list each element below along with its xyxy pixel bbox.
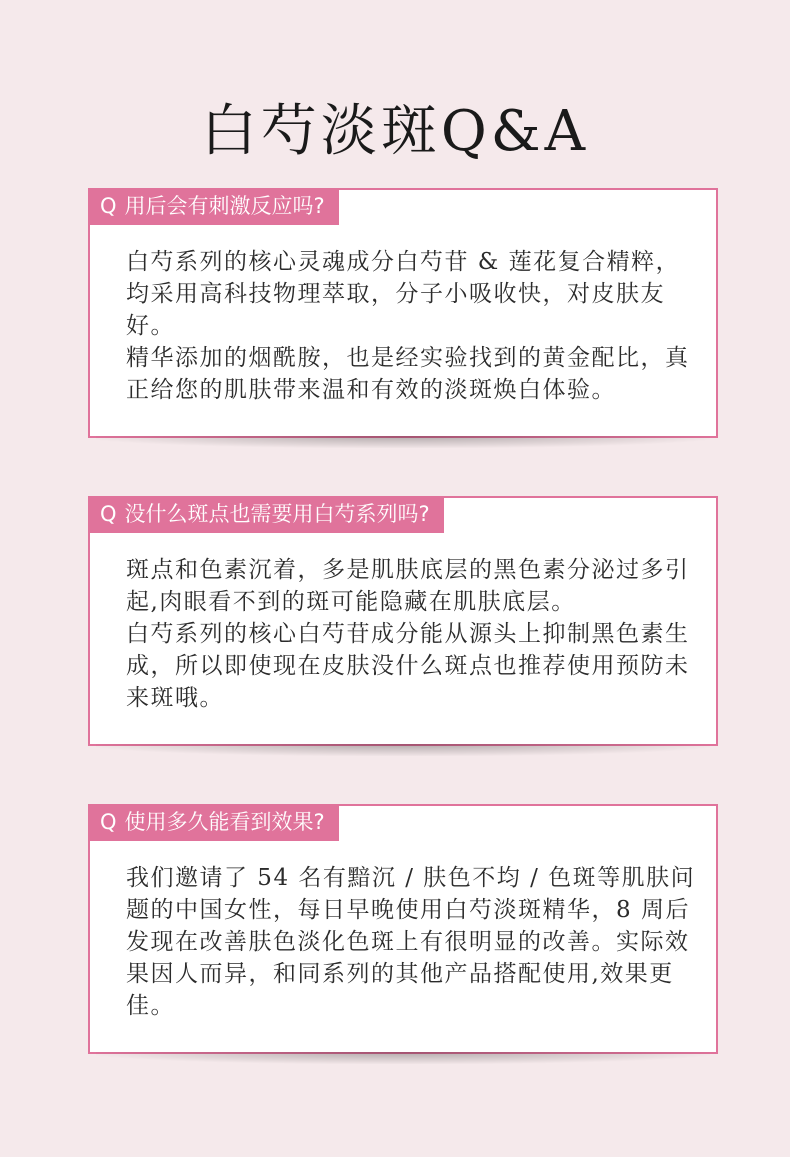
question-label	[88, 496, 444, 533]
question-label	[88, 804, 339, 841]
question-text: 用后会有刺激反应吗?	[124, 194, 325, 218]
answer-paragraph: 斑点和色素沉着，多是肌肤底层的黑色素分泌过多引起,肉眼看不到的斑可能隐藏在肌肤底层。	[126, 557, 690, 615]
answer-text	[126, 862, 696, 1022]
answer-paragraph: 精华添加的烟酰胺，也是经实验找到的黄金配比，真正给您的肌肤带来温和有效的淡斑焕白体验。	[126, 345, 690, 403]
qa-card-no-spots	[88, 496, 718, 746]
qa-card-side-effects	[88, 188, 718, 438]
answer-text	[126, 246, 696, 406]
qa-card-results-time	[88, 804, 718, 1054]
answer-paragraph: 白芍系列的核心白芍苷成分能从源头上抑制黑色素生成，所以即使现在皮肤没什么斑点也推荐使用预防未来斑哦。	[126, 621, 690, 711]
q-mark: Q	[100, 502, 117, 526]
question-text: 使用多久能看到效果?	[124, 810, 325, 834]
answer-paragraph: 我们邀请了 54 名有黯沉 / 肤色不均 / 色斑等肌肤问题的中国女性，每日早晚使用白芍淡斑精华，8 周后发现在改善肤色淡化色斑上有很明显的改善。实际效果因人而异，和同系列的其他产品搭配使用,效果更佳。	[126, 865, 696, 1019]
answer-text	[126, 554, 696, 714]
q-mark: Q	[100, 810, 117, 834]
answer-paragraph: 白芍系列的核心灵魂成分白芍苷 & 莲花复合精粹，均采用高科技物理萃取，分子小吸收快，对皮肤友好。	[126, 249, 681, 339]
q-mark: Q	[100, 194, 117, 218]
page-title: 白芍淡斑Q&A	[200, 98, 590, 164]
question-label	[88, 188, 339, 225]
question-text: 没什么斑点也需要用白芍系列吗?	[124, 502, 430, 526]
